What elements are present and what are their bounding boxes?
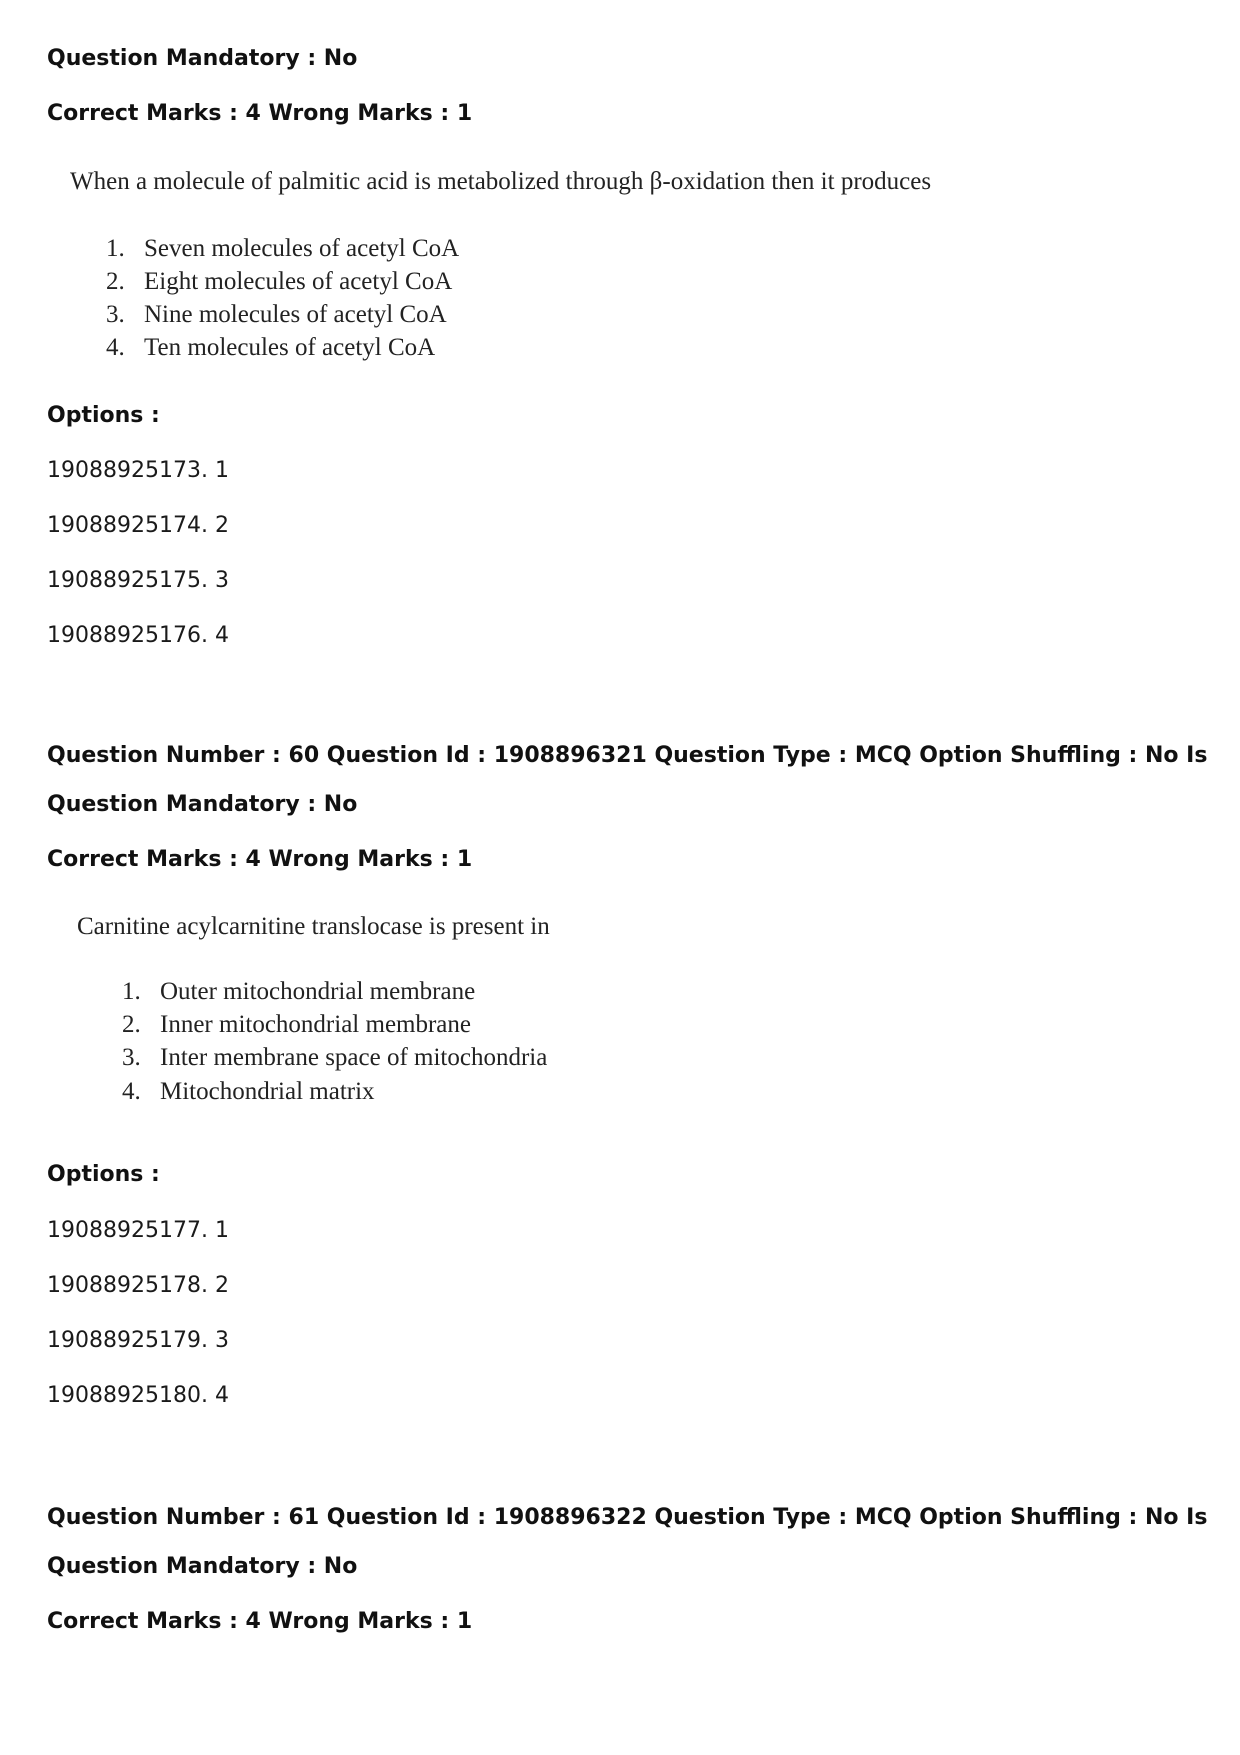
option-item: 19088925174. 2 <box>47 513 229 538</box>
option-item: 19088925175. 3 <box>47 568 229 593</box>
option-item: 19088925173. 1 <box>47 458 229 483</box>
option-item: 19088925178. 2 <box>47 1273 229 1298</box>
marks-line: Correct Marks : 4 Wrong Marks : 1 <box>47 847 473 872</box>
option-item: 19088925176. 4 <box>47 623 229 648</box>
question-mandatory: Question Mandatory : No <box>47 1554 358 1579</box>
choice-item: 3. Nine molecules of acetyl CoA <box>106 301 447 328</box>
choice-item: 1. Seven molecules of acetyl CoA <box>106 235 460 262</box>
options-label: Options : <box>47 403 160 428</box>
choice-item: 3. Inter membrane space of mitochondria <box>122 1044 548 1071</box>
question-stem: Carnitine acylcarnitine translocase is present in <box>77 913 550 940</box>
choice-item: 4. Ten molecules of acetyl CoA <box>106 334 436 361</box>
choice-item: 4. Mitochondrial matrix <box>122 1078 375 1105</box>
question-header: Question Number : 60 Question Id : 1908896321 Question Type : MCQ Option Shuffling : No Is <box>47 743 1208 768</box>
option-item: 19088925180. 4 <box>47 1383 229 1408</box>
choice-item: 2. Inner mitochondrial membrane <box>122 1011 471 1038</box>
choice-item: 1. Outer mitochondrial membrane <box>122 978 476 1005</box>
options-label: Options : <box>47 1162 160 1187</box>
question-header: Question Number : 61 Question Id : 1908896322 Question Type : MCQ Option Shuffling : No Is <box>47 1505 1208 1530</box>
marks-line: Correct Marks : 4 Wrong Marks : 1 <box>47 1609 473 1634</box>
marks-line: Correct Marks : 4 Wrong Marks : 1 <box>47 101 473 126</box>
choice-item: 2. Eight molecules of acetyl CoA <box>106 268 453 295</box>
question-mandatory: Question Mandatory : No <box>47 792 358 817</box>
option-item: 19088925179. 3 <box>47 1328 229 1353</box>
question-mandatory: Question Mandatory : No <box>47 46 358 71</box>
question-stem: When a molecule of palmitic acid is metabolized through β-oxidation then it produces <box>70 168 932 195</box>
option-item: 19088925177. 1 <box>47 1218 229 1243</box>
